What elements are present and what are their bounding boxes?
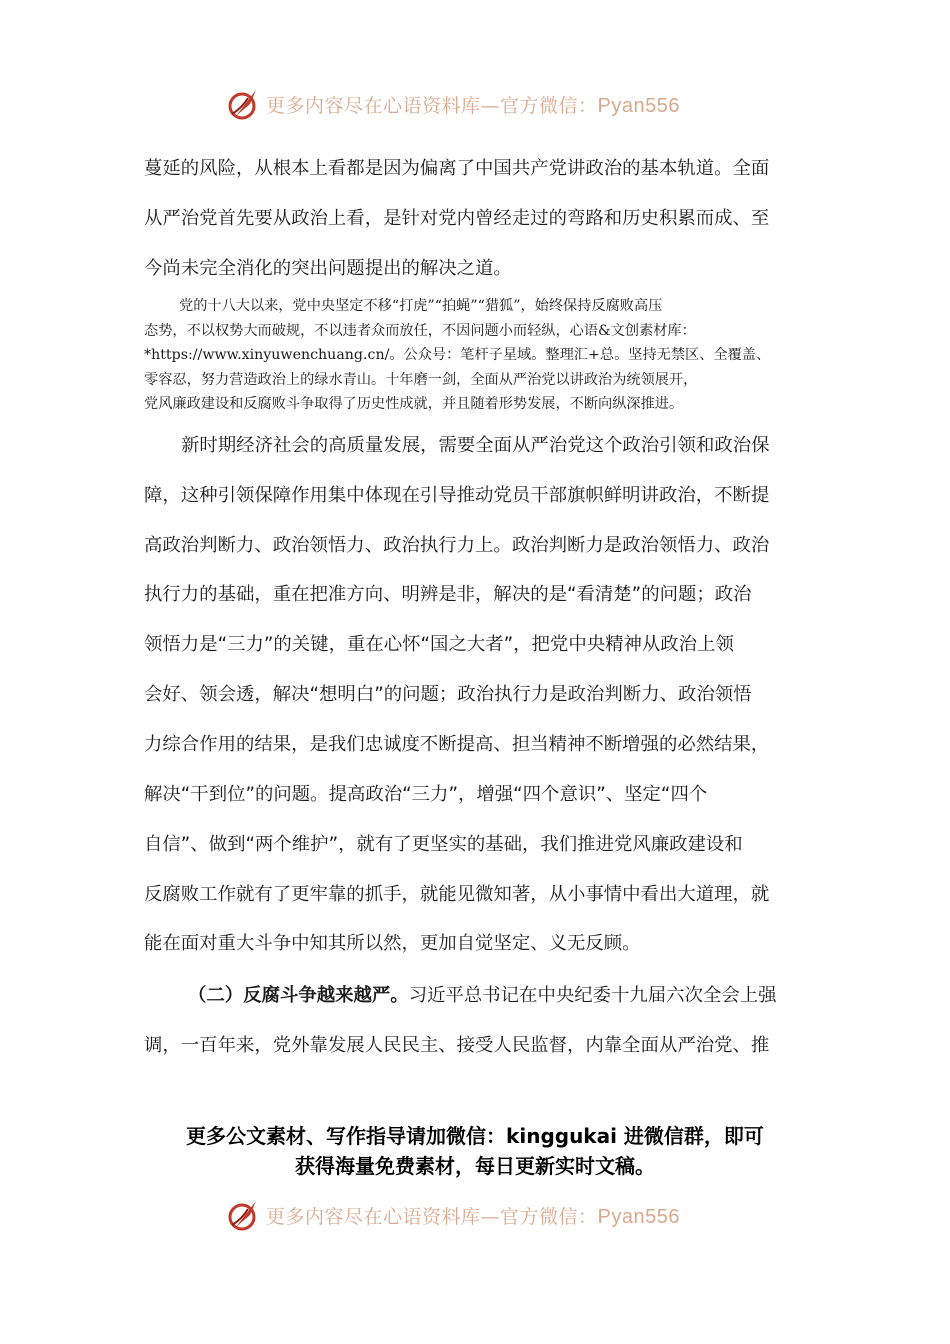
paragraph-2-line: 力综合作用的结果，是我们忠诚度不断提高、担当精神不断增强的必然结果， xyxy=(144,734,770,755)
header-banner xyxy=(226,84,680,124)
small-paragraph-line: 党的十八大以来，党中央坚定不移“打虎”“拍蝇”“猎狐”，始终保持反腐败高压 xyxy=(179,298,663,314)
paragraph-3-text: 习近平总书记在中央纪委十九届六次全会上强 xyxy=(408,985,777,1006)
footer-banner-label: 更多内容尽在心语资料库—官方微信： xyxy=(266,1205,598,1228)
paragraph-2-line: 新时期经济社会的高质量发展，需要全面从严治党这个政治引领和政治保 xyxy=(181,435,770,456)
paragraph-2-line: 能在面对重大斗争中知其所以然，更加自觉坚定、义无反顾。 xyxy=(144,933,641,954)
promo-line: 获得海量免费素材，每日更新实时文稿。 xyxy=(295,1154,655,1178)
paragraph-2-line: 领悟力是“三力”的关键，重在心怀“国之大者”，把党中央精神从政治上领 xyxy=(144,634,734,655)
paragraph-2-line: 解决“干到位”的问题。提高政治“三力”，增强“四个意识”、坚定“四个 xyxy=(144,784,708,805)
paragraph-2-line: 高政治判断力、政治领悟力、政治执行力上。政治判断力是政治领悟力、政治 xyxy=(144,535,770,556)
small-paragraph-line: *https://www.xinyuwenchuang.cn/。公众号：笔杆子星域。整理汇+总。坚持无禁区、全覆盖、 xyxy=(144,347,771,363)
paragraph-3-line xyxy=(188,984,848,1008)
section-heading: （二）反腐斗争越来越严。 xyxy=(188,985,409,1006)
paragraph-2-line: 执行力的基础，重在把准方向、明辨是非，解决的是“看清楚”的问题；政治 xyxy=(144,584,752,605)
paragraph-3-line: 调，一百年来，党外靠发展人民民主、接受人民监督，内靠全面从严治党、推 xyxy=(144,1035,770,1056)
footer-banner-text xyxy=(266,1202,680,1229)
paragraph-2-line: 反腐败工作就有了更牢靠的抓手，就能见微知著，从小事情中看出大道理，就 xyxy=(144,884,770,905)
footer-banner xyxy=(226,1195,680,1235)
paragraph-2-line: 障，这种引领保障作用集中体现在引导推动党员干部旗帜鲜明讲政治，不断提 xyxy=(144,485,770,506)
header-banner-label: 更多内容尽在心语资料库—官方微信： xyxy=(266,94,598,117)
header-banner-wechat: Pyan556 xyxy=(597,94,680,117)
header-banner-text xyxy=(266,91,680,118)
paragraph-1-line: 从严治党首先要从政治上看，是针对党内曾经走过的弯路和历史积累而成、至 xyxy=(144,208,770,229)
paragraph-2-line: 会好、领会透，解决“想明白”的问题；政治执行力是政治判断力、政治领悟 xyxy=(144,684,752,705)
small-paragraph xyxy=(144,294,809,417)
quill-logo-icon xyxy=(226,1197,262,1233)
paragraph-2-line: 自信”、做到“两个维护”，就有了更坚实的基础，我们推进党风廉政建设和 xyxy=(144,834,743,855)
paragraph-1-line: 今尚未完全消化的突出问题提出的解决之道。 xyxy=(144,258,512,279)
small-paragraph-line: 态势，不以权势大而破规，不以违者众而放任，不因问题小而轻纵，心语&文创素材库： xyxy=(144,322,696,339)
footer-banner-wechat: Pyan556 xyxy=(597,1205,680,1228)
paragraph-1-line: 蔓延的风险，从根本上看都是因为偏离了中国共产党讲政治的基本轨道。全面 xyxy=(144,158,770,179)
small-paragraph-line: 零容忍，努力营造政治上的绿水青山。十年磨一剑，全面从严治党以讲政治为统领展开， xyxy=(144,371,698,388)
quill-logo-icon xyxy=(226,86,262,122)
promo-line: 更多公文素材、写作指导请加微信：kinggukai 进微信群，即可 xyxy=(186,1124,764,1148)
small-paragraph-line: 党风廉政建设和反腐败斗争取得了历史性成就，并且随着形势发展，不断向纵深推进。 xyxy=(144,396,684,412)
